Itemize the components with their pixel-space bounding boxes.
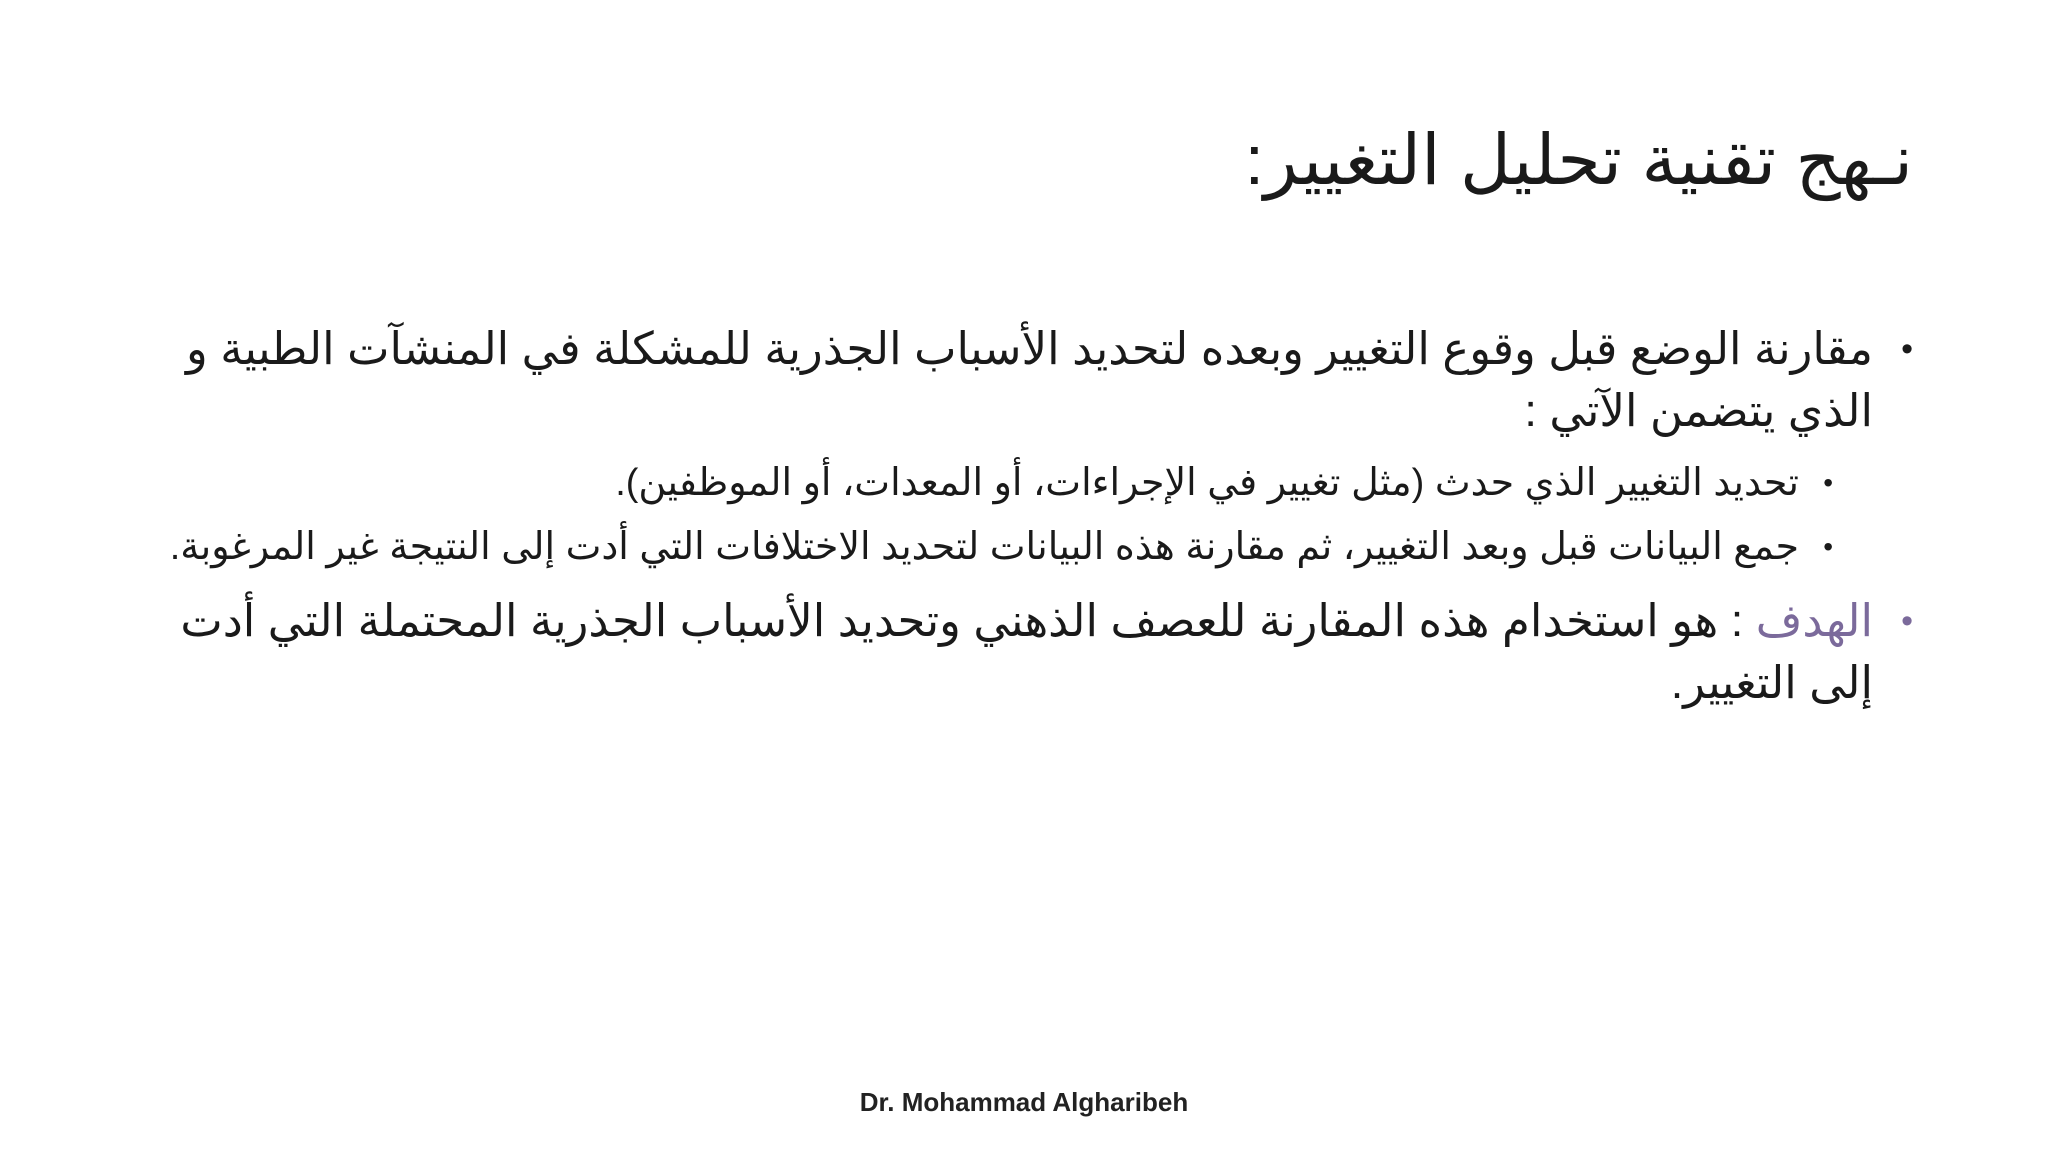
goal-text: : هو استخدام هذه المقارنة للعصف الذهني وتحديد الأسباب الجذرية المحتملة التي أدت إلى التغيير. xyxy=(180,595,1873,708)
sub-bullet-item xyxy=(143,520,1833,574)
sub-bullet-dot-icon: • xyxy=(1823,467,1833,498)
slide-content xyxy=(143,318,1913,728)
bullet-text: مقارنة الوضع قبل وقوع التغيير وبعده لتحديد الأسباب الجذرية للمشكلة في المنشآت الطبية و الذي يتضمن الآتي : xyxy=(186,323,1873,436)
sub-bullet-item xyxy=(143,456,1833,510)
sub-bullet-text: تحديد التغيير الذي حدث (مثل تغيير في الإجراءات، أو المعدات، أو الموظفين). xyxy=(615,462,1799,504)
goal-label: الهدف xyxy=(1755,595,1873,646)
goal-bullet xyxy=(143,590,1913,714)
slide-title: نـهج تقنية تحليل التغيير: xyxy=(1244,121,1913,199)
bullet-item xyxy=(143,318,1913,442)
footer-author: Dr. Mohammad Algharibeh xyxy=(859,1087,1189,1117)
sub-bullet-text: جمع البيانات قبل وبعد التغيير، ثم مقارنة هذه البيانات لتحديد الاختلافات التي أدت إلى النتيجة غير المرغوبة. xyxy=(169,526,1799,568)
sub-bullet-dot-icon: • xyxy=(1823,531,1833,562)
bullet-dot-icon: • xyxy=(1901,330,1913,368)
sub-bullet-list xyxy=(143,456,1913,574)
goal-bullet-dot-icon: • xyxy=(1901,602,1913,640)
